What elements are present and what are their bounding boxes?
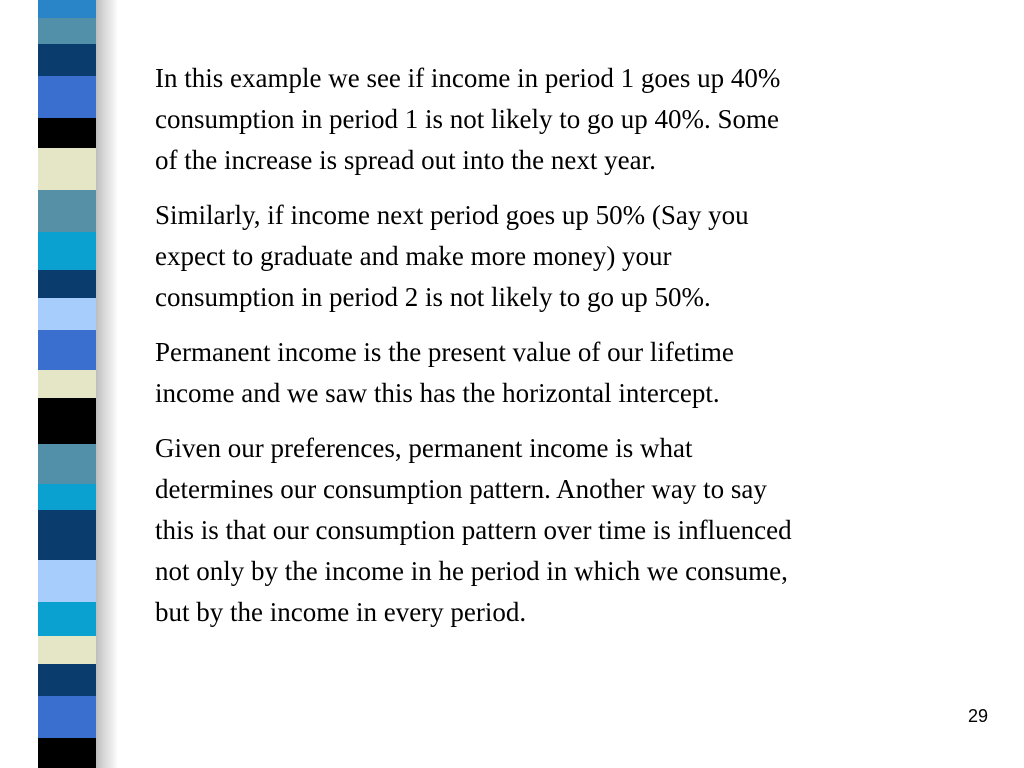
paragraph-income-next-period: Similarly, if income next period goes up 50% (Say you expect to graduate and make more money) your consumption in period 2 is not likely to go up 50%. [155, 200, 749, 312]
decorative-band [38, 270, 96, 298]
decorative-band [38, 298, 96, 330]
stripe-shadow [96, 0, 118, 768]
decorative-band [38, 148, 96, 190]
decorative-band [38, 330, 96, 370]
decorative-stripe-column [38, 0, 96, 768]
page-number: 29 [967, 706, 988, 726]
decorative-band [38, 76, 96, 118]
decorative-band [38, 398, 96, 444]
decorative-band [38, 44, 96, 76]
decorative-band [38, 696, 96, 738]
paragraph-income-period-1: In this example we see if income in period 1 goes up 40% consumption in period 1 is not likely to go up 40%. Some of the increase is spread out into the next year. [155, 63, 781, 175]
decorative-band [38, 444, 96, 484]
decorative-band [38, 636, 96, 664]
decorative-band [38, 0, 96, 18]
decorative-band [38, 560, 96, 602]
decorative-band [38, 664, 96, 696]
decorative-band [38, 602, 96, 636]
decorative-band [38, 370, 96, 398]
decorative-band [38, 190, 96, 232]
paragraph-permanent-income: Permanent income is the present value of our lifetime income and we saw this has the horizontal intercept. [155, 337, 734, 408]
decorative-band [38, 232, 96, 270]
decorative-band [38, 118, 96, 148]
decorative-band [38, 510, 96, 560]
decorative-band [38, 18, 96, 44]
paragraph-preferences: Given our preferences, permanent income is what determines our consumption pattern. Another way to say this is that our consumption pattern over time is influenced not only by the income in he period in which we consume, but by the income in every period. [155, 433, 792, 627]
decorative-band [38, 484, 96, 510]
slide-body [155, 58, 975, 647]
decorative-band [38, 738, 96, 768]
